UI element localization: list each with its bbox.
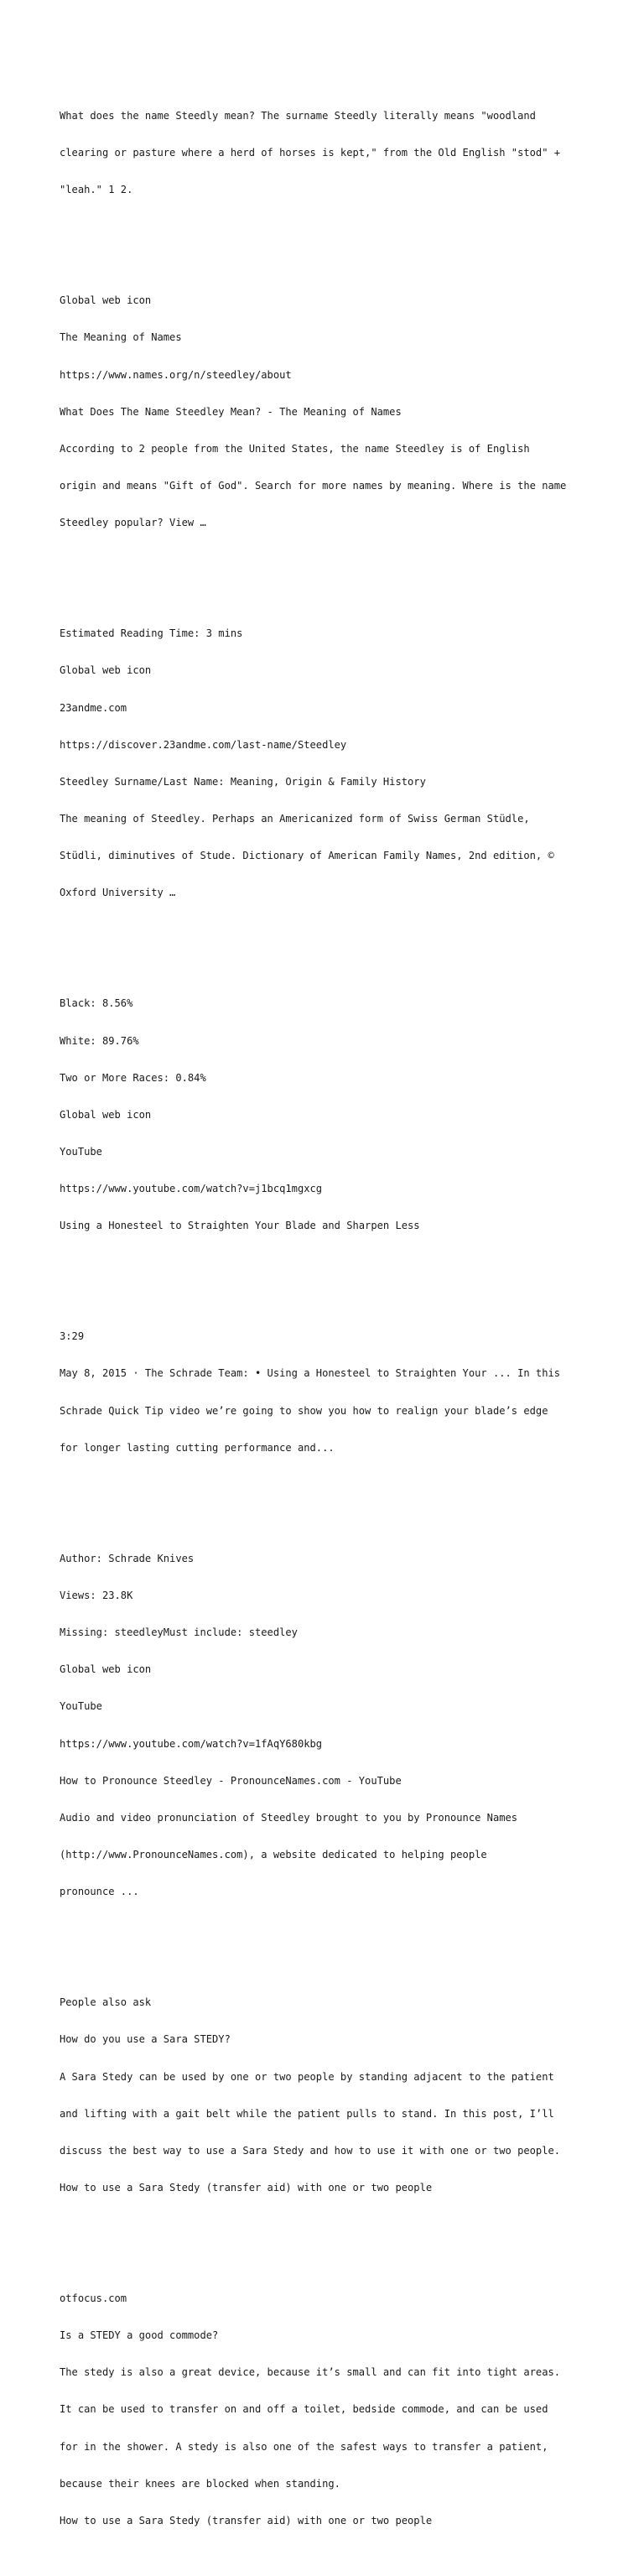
- text-line: origin and means "Gift of God". Search for more names by meaning. Where is the name: [60, 479, 567, 492]
- text-line: According to 2 people from the United States, the name Steedley is of English: [60, 442, 530, 455]
- text-line: YouTube: [60, 1700, 102, 1713]
- text-line: Author: Schrade Knives: [60, 1553, 195, 1564]
- text-line: White: 89.76%: [60, 1034, 139, 1047]
- text-line: otfocus.com: [60, 2292, 127, 2305]
- text-line: A Sara Stedy can be used by one or two people by standing adjacent to the patient: [60, 2070, 554, 2083]
- text-line: 23andme.com: [60, 701, 127, 714]
- text-line: because their knees are blocked when standing.: [60, 2477, 340, 2490]
- text-line: for in the shower. A stedy is also one of the safest ways to transfer a patient,: [60, 2440, 548, 2453]
- text-line: Global web icon: [60, 294, 152, 307]
- text-line: May 8, 2015 · The Schrade Team: • Using a Honesteel to Straighten Your ... In this: [60, 1367, 561, 1380]
- text-line: It can be used to transfer on and off a toilet, bedside commode, and can be used: [60, 2403, 548, 2416]
- text-line: What does the name Steedly mean? The surname Steedly literally means "woodland: [60, 109, 536, 122]
- text-line: Global web icon: [60, 664, 152, 677]
- text-line: Oxford University …: [60, 887, 176, 899]
- text-line: The Meaning of Names: [60, 331, 182, 344]
- text-line: clearing or pasture where a herd of horses is kept," from the Old English "stod" +: [60, 146, 561, 159]
- search-result-youtube-honesteel: [60, 973, 613, 1257]
- text-line: Steedley popular? View …: [60, 517, 206, 528]
- text-line: How to use a Sara Stedy (transfer aid) with one or two people: [60, 2514, 433, 2527]
- text-line: Audio and video pronunciation of Steedley brought to you by Pronounce Names: [60, 1811, 518, 1824]
- text-line: for longer lasting cutting performance and...: [60, 1441, 335, 1454]
- text-line: How do you use a Sara STEDY?: [60, 2033, 231, 2046]
- text-line: Stüdli, diminutives of Stude. Dictionary of American Family Names, 2nd edition, ©: [60, 849, 554, 861]
- search-result-youtube-pronounce: [60, 1528, 613, 1923]
- text-line: Two or More Races: 0.84%: [60, 1071, 206, 1084]
- text-line: discuss the best way to use a Sara Stedy and how to use it with one or two people.: [60, 2144, 561, 2157]
- text-line: "leah." 1 2.: [60, 184, 133, 196]
- text-line: https://www.youtube.com/watch?v=j1bcq1mgxcg: [60, 1182, 323, 1194]
- document-page: [60, 60, 613, 2576]
- text-line: https://www.youtube.com/watch?v=1fAqY680kbg: [60, 1737, 323, 1750]
- text-line: People also ask: [60, 1996, 152, 2009]
- text-line: The stedy is also a great device, because it’s small and can fit into tight areas.: [60, 2366, 561, 2379]
- text-line: https://discover.23andme.com/last-name/Steedley: [60, 738, 347, 751]
- text-line: Is a STEDY a good commode?: [60, 2329, 219, 2342]
- text-line: Black: 8.56%: [60, 997, 133, 1010]
- search-result-names-org: [60, 270, 613, 554]
- text-line: pronounce ...: [60, 1885, 139, 1897]
- search-result-23andme: [60, 603, 613, 924]
- text-line: Schrade Quick Tip video we’re going to show you how to realign your blade’s edge: [60, 1404, 548, 1417]
- text-line: 3:29: [60, 1330, 85, 1343]
- text-line: and lifting with a gait belt while the patient pulls to stand. In this post, I’ll: [60, 2107, 554, 2120]
- people-also-ask-sara-stedy: [60, 1972, 613, 2219]
- otfocus-stedy-commode: [60, 2268, 613, 2552]
- text-line: Estimated Reading Time: 3 mins: [60, 627, 243, 640]
- text-line: How to use a Sara Stedy (transfer aid) with one or two people: [60, 2181, 433, 2194]
- text-line: Global web icon: [60, 1663, 152, 1676]
- text-line: YouTube: [60, 1145, 102, 1158]
- video-description-schrade: [60, 1306, 613, 1479]
- text-line: Steedley Surname/Last Name: Meaning, Origin & Family History: [60, 775, 426, 788]
- text-line: Missing: steedleyMust include: steedley: [60, 1626, 298, 1639]
- text-line: What Does The Name Steedley Mean? - The Meaning of Names: [60, 405, 402, 418]
- text-line: Global web icon: [60, 1108, 152, 1121]
- text-line: How to Pronounce Steedley - PronounceNames.com - YouTube: [60, 1774, 402, 1787]
- text-line: https://www.names.org/n/steedley/about: [60, 368, 292, 381]
- text-line: Views: 23.8K: [60, 1590, 133, 1602]
- text-line: The meaning of Steedley. Perhaps an Americanized form of Swiss German Stüdle,: [60, 812, 530, 825]
- text-line: (http://www.PronounceNames.com), a website dedicated to helping people: [60, 1848, 487, 1860]
- paragraph-steedly-meaning: [60, 85, 613, 221]
- text-line: Using a Honesteel to Straighten Your Blade and Sharpen Less: [60, 1220, 420, 1232]
